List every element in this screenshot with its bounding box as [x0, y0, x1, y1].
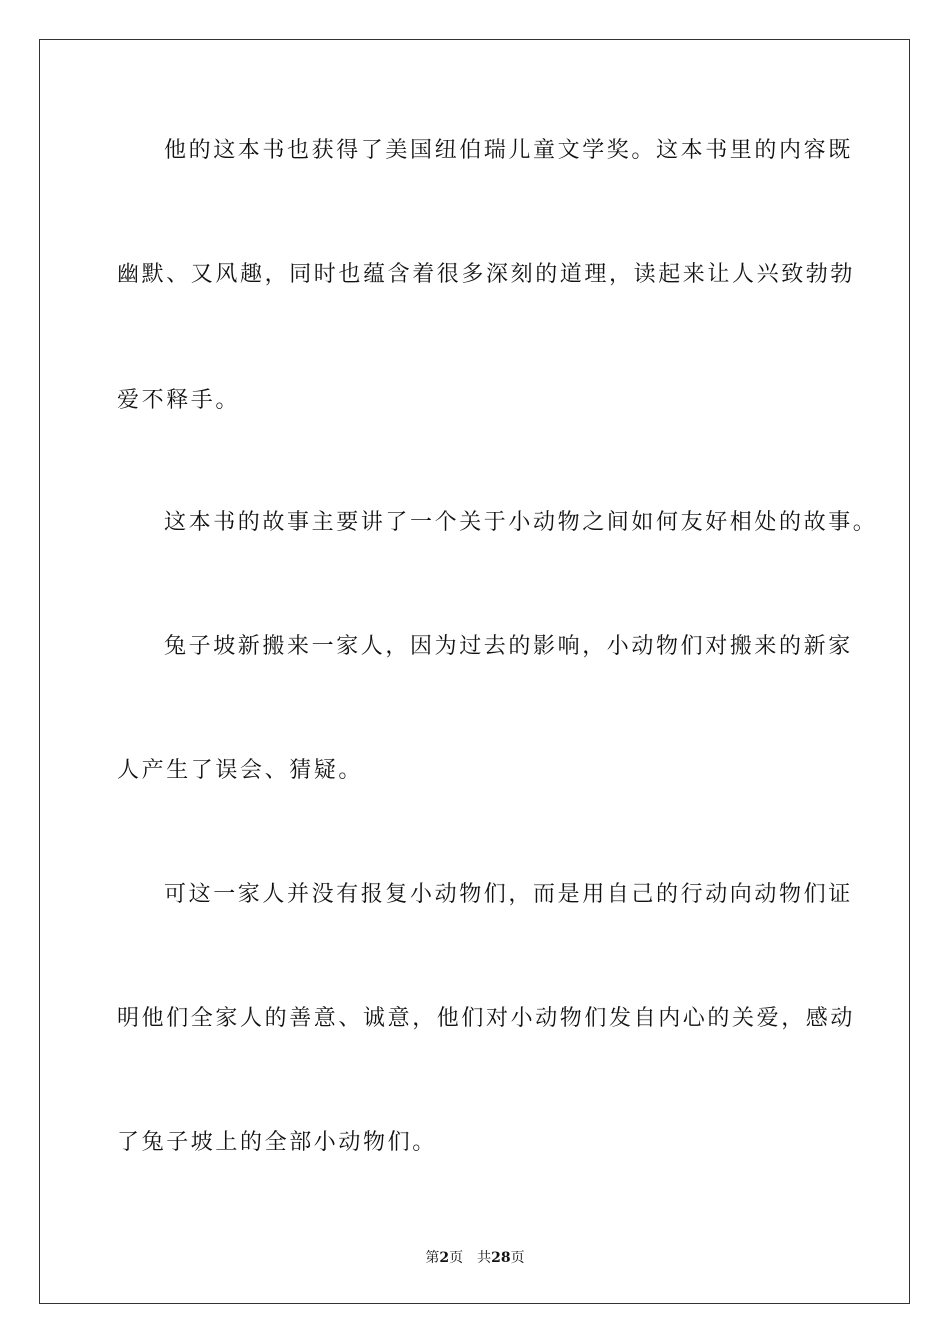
text-line-5: 兔子坡新搬来一家人，因为过去的影响，小动物们对搬来的新家 — [164, 634, 853, 659]
text-line-1: 他的这本书也获得了美国纽伯瑞儿童文学奖。这本书里的内容既 — [164, 138, 853, 163]
footer-page-number: 2 — [439, 1250, 450, 1266]
page-footer — [0, 1247, 950, 1267]
footer-total-prefix: 共 — [477, 1250, 492, 1266]
text-line-6: 人产生了误会、猜疑。 — [117, 758, 364, 783]
text-line-9: 了兔子坡上的全部小动物们。 — [117, 1130, 437, 1155]
text-line-2: 幽默、又风趣，同时也蕴含着很多深刻的道理，读起来让人兴致勃勃 — [117, 262, 856, 287]
text-line-7: 可这一家人并没有报复小动物们，而是用自己的行动向动物们证 — [164, 882, 853, 907]
text-line-4: 这本书的故事主要讲了一个关于小动物之间如何友好相处的故事。 — [164, 510, 878, 535]
text-line-8: 明他们全家人的善意、诚意，他们对小动物们发自内心的关爱，感动 — [117, 1006, 856, 1031]
footer-total-suffix: 页 — [510, 1250, 525, 1266]
footer-page-prefix: 第 — [425, 1250, 440, 1266]
text-line-3: 爱不释手。 — [117, 388, 241, 413]
footer-total-pages: 28 — [491, 1250, 511, 1266]
footer-page-suffix: 页 — [449, 1250, 464, 1266]
page-frame — [39, 39, 910, 1304]
